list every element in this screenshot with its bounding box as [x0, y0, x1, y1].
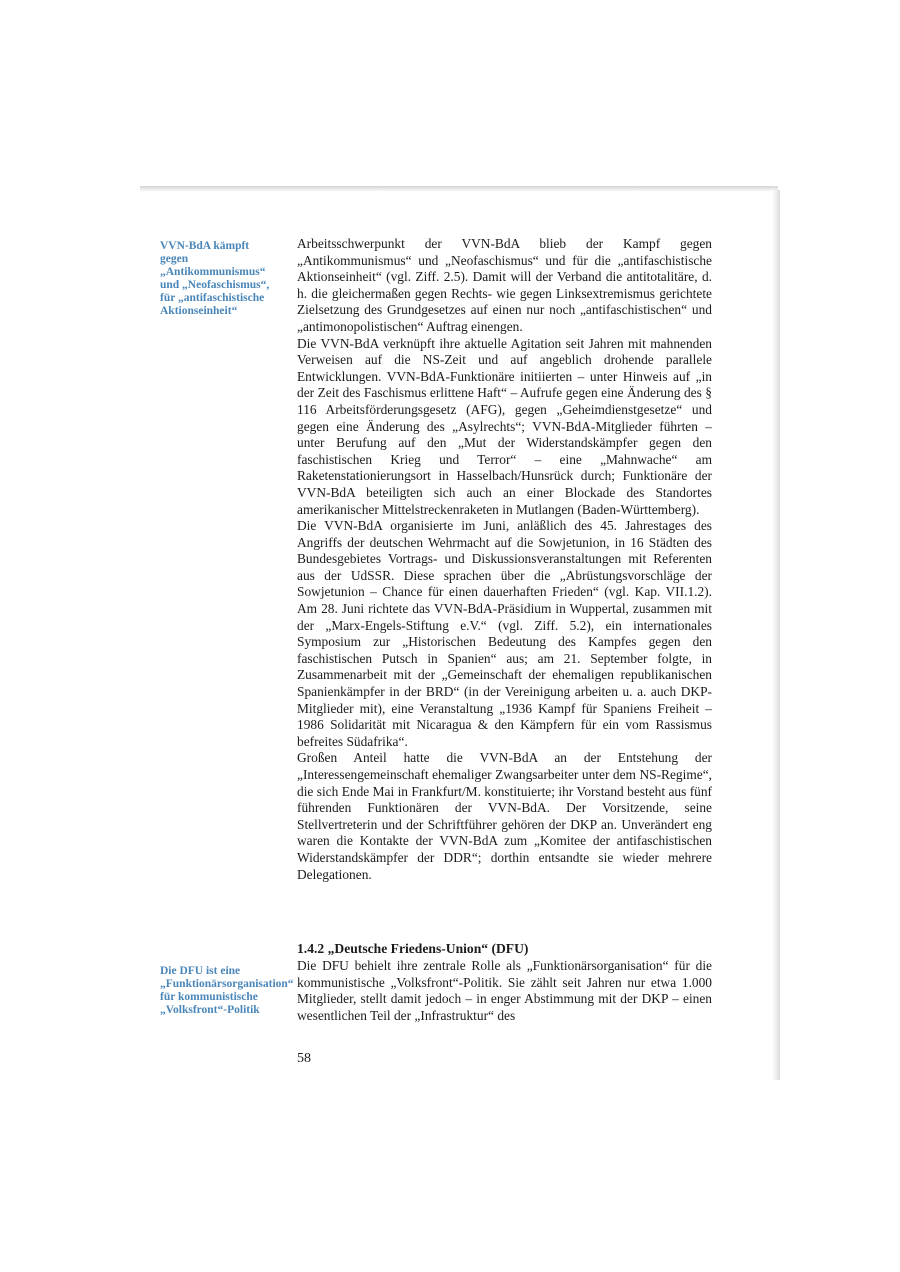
main-text-block	[297, 236, 712, 883]
scan-edge-top	[140, 186, 778, 192]
paragraph-3: Die VVN-BdA organisierte im Juni, anläßlich des 45. Jahrestages des Angriffs der deutschen Wehrmacht auf die Sowjetunion, in 16 Städten des Bundesgebietes Vortrags- und Diskussionsveranstaltungen mit Referenten aus der UdSSR. Diese sprachen über die „Abrüstungsvorschläge der Sowjetunion – Chance für einen dauerhaften Frieden“ (vgl. Kap. VII.1.2). Am 28. Juni richtete das VVN-BdA-Präsidium in Wuppertal, zusammen mit der „Marx-Engels-Stiftung e.V.“ (vgl. Ziff. 5.2), ein internationales Symposium zur „Historischen Bedeutung des Kampfes gegen den faschistischen Putsch in Spanien“ aus; am 21. September folgte, in Zusammenarbeit mit der „Gemeinschaft der ehemaligen republikanischen Spanienkämpfer in der BRD“ (in der Vereinigung arbeiten u. a. auch DKP-Mitglieder mit), eine Veranstaltung „1936 Kampf für Spaniens Freiheit – 1986 Solidarität mit Nicaragua & den Kämpfern für ein vom Rassismus befreites Südafrika“.	[297, 518, 712, 749]
scan-edge-right	[772, 190, 780, 1080]
paragraph-4: Großen Anteil hatte die VVN-BdA an der Entstehung der „Interessengemeinschaft ehemaliger Zwangsarbeiter unter dem NS-Regime“, die sich Ende Mai in Frankfurt/M. konstituierte; ihr Vorstand besteht aus fünf führenden Funktionären der VVN-BdA. Der Vorsitzende, seine Stellvertreterin und der Schriftführer gehören der DKP an. Unverändert eng waren die Kontakte der VVN-BdA zum „Komitee der antifaschistischen Widerstandskämpfer der DDR“; dorthin entsandte sie wieder mehrere Delegationen.	[297, 750, 712, 882]
section-heading-dfu: 1.4.2 „Deutsche Friedens-Union“ (DFU)	[297, 941, 529, 956]
dfu-section	[297, 940, 712, 1024]
dfu-paragraph: Die DFU behielt ihre zentrale Rolle als „Funktionärsorganisation“ für die kommunistische „Volksfront“-Politik. Sie zählt seit Jahren nur etwa 1.000 Mitglieder, stellt damit jedoch – in enger Abstimmung mit der DKP – einen wesentlichen Teil der „Infrastruktur“ des	[297, 958, 712, 1023]
paragraph-2: Die VVN-BdA verknüpft ihre aktuelle Agitation seit Jahren mit mahnenden Verweisen auf die NS-Zeit und auf angeblich drohende parallele Entwicklungen. VVN-BdA-Funktionäre initiierten – unter Hinweis auf „in der Zeit des Faschismus erlittene Haft“ – Aufrufe gegen eine Änderung des § 116 Arbeitsförderungsgesetz (AFG), gegen „Geheimdienstgesetze“ und gegen eine Änderung des „Asylrechts“; VVN-BdA-Mitglieder führten – unter Berufung auf den „Mut der Widerstandskämpfer gegen den faschistischen Krieg und Terror“ – eine „Mahnwache“ am Raketenstationierungsort in Hasselbach/Hunsrück durch; Funktionäre der VVN-BdA beteiligten sich auch an einer Blockade des Standortes amerikanischer Mittelstreckenraketen in Mutlangen (Baden-Württemberg).	[297, 335, 712, 517]
margin-note-vvn: VVN-BdA kämpft gegen „Antikommunismus“ und „Neofaschismus“, für „antifaschistische Aktionseinheit“	[160, 240, 270, 317]
page-number: 58	[297, 1051, 311, 1066]
paragraph-1: Arbeitsschwerpunkt der VVN-BdA blieb der Kampf gegen „Antikommunismus“ und „Neofaschismus“ und für die „antifaschistische Aktionseinheit“ (vgl. Ziff. 2.5). Damit will der Verband die antitotalitäre, d. h. die gleichermaßen gegen Rechts- wie gegen Linksextremismus gerichtete Zielsetzung des Grundgesetzes auf einen nur noch „antifaschistischen“ und „antimonopolistischen“ Auftrag einengen.	[297, 236, 712, 334]
margin-note-dfu: Die DFU ist eine „Funktionärsorganisation“ für kommunistische „Volksfront“-Politik	[160, 965, 294, 1016]
